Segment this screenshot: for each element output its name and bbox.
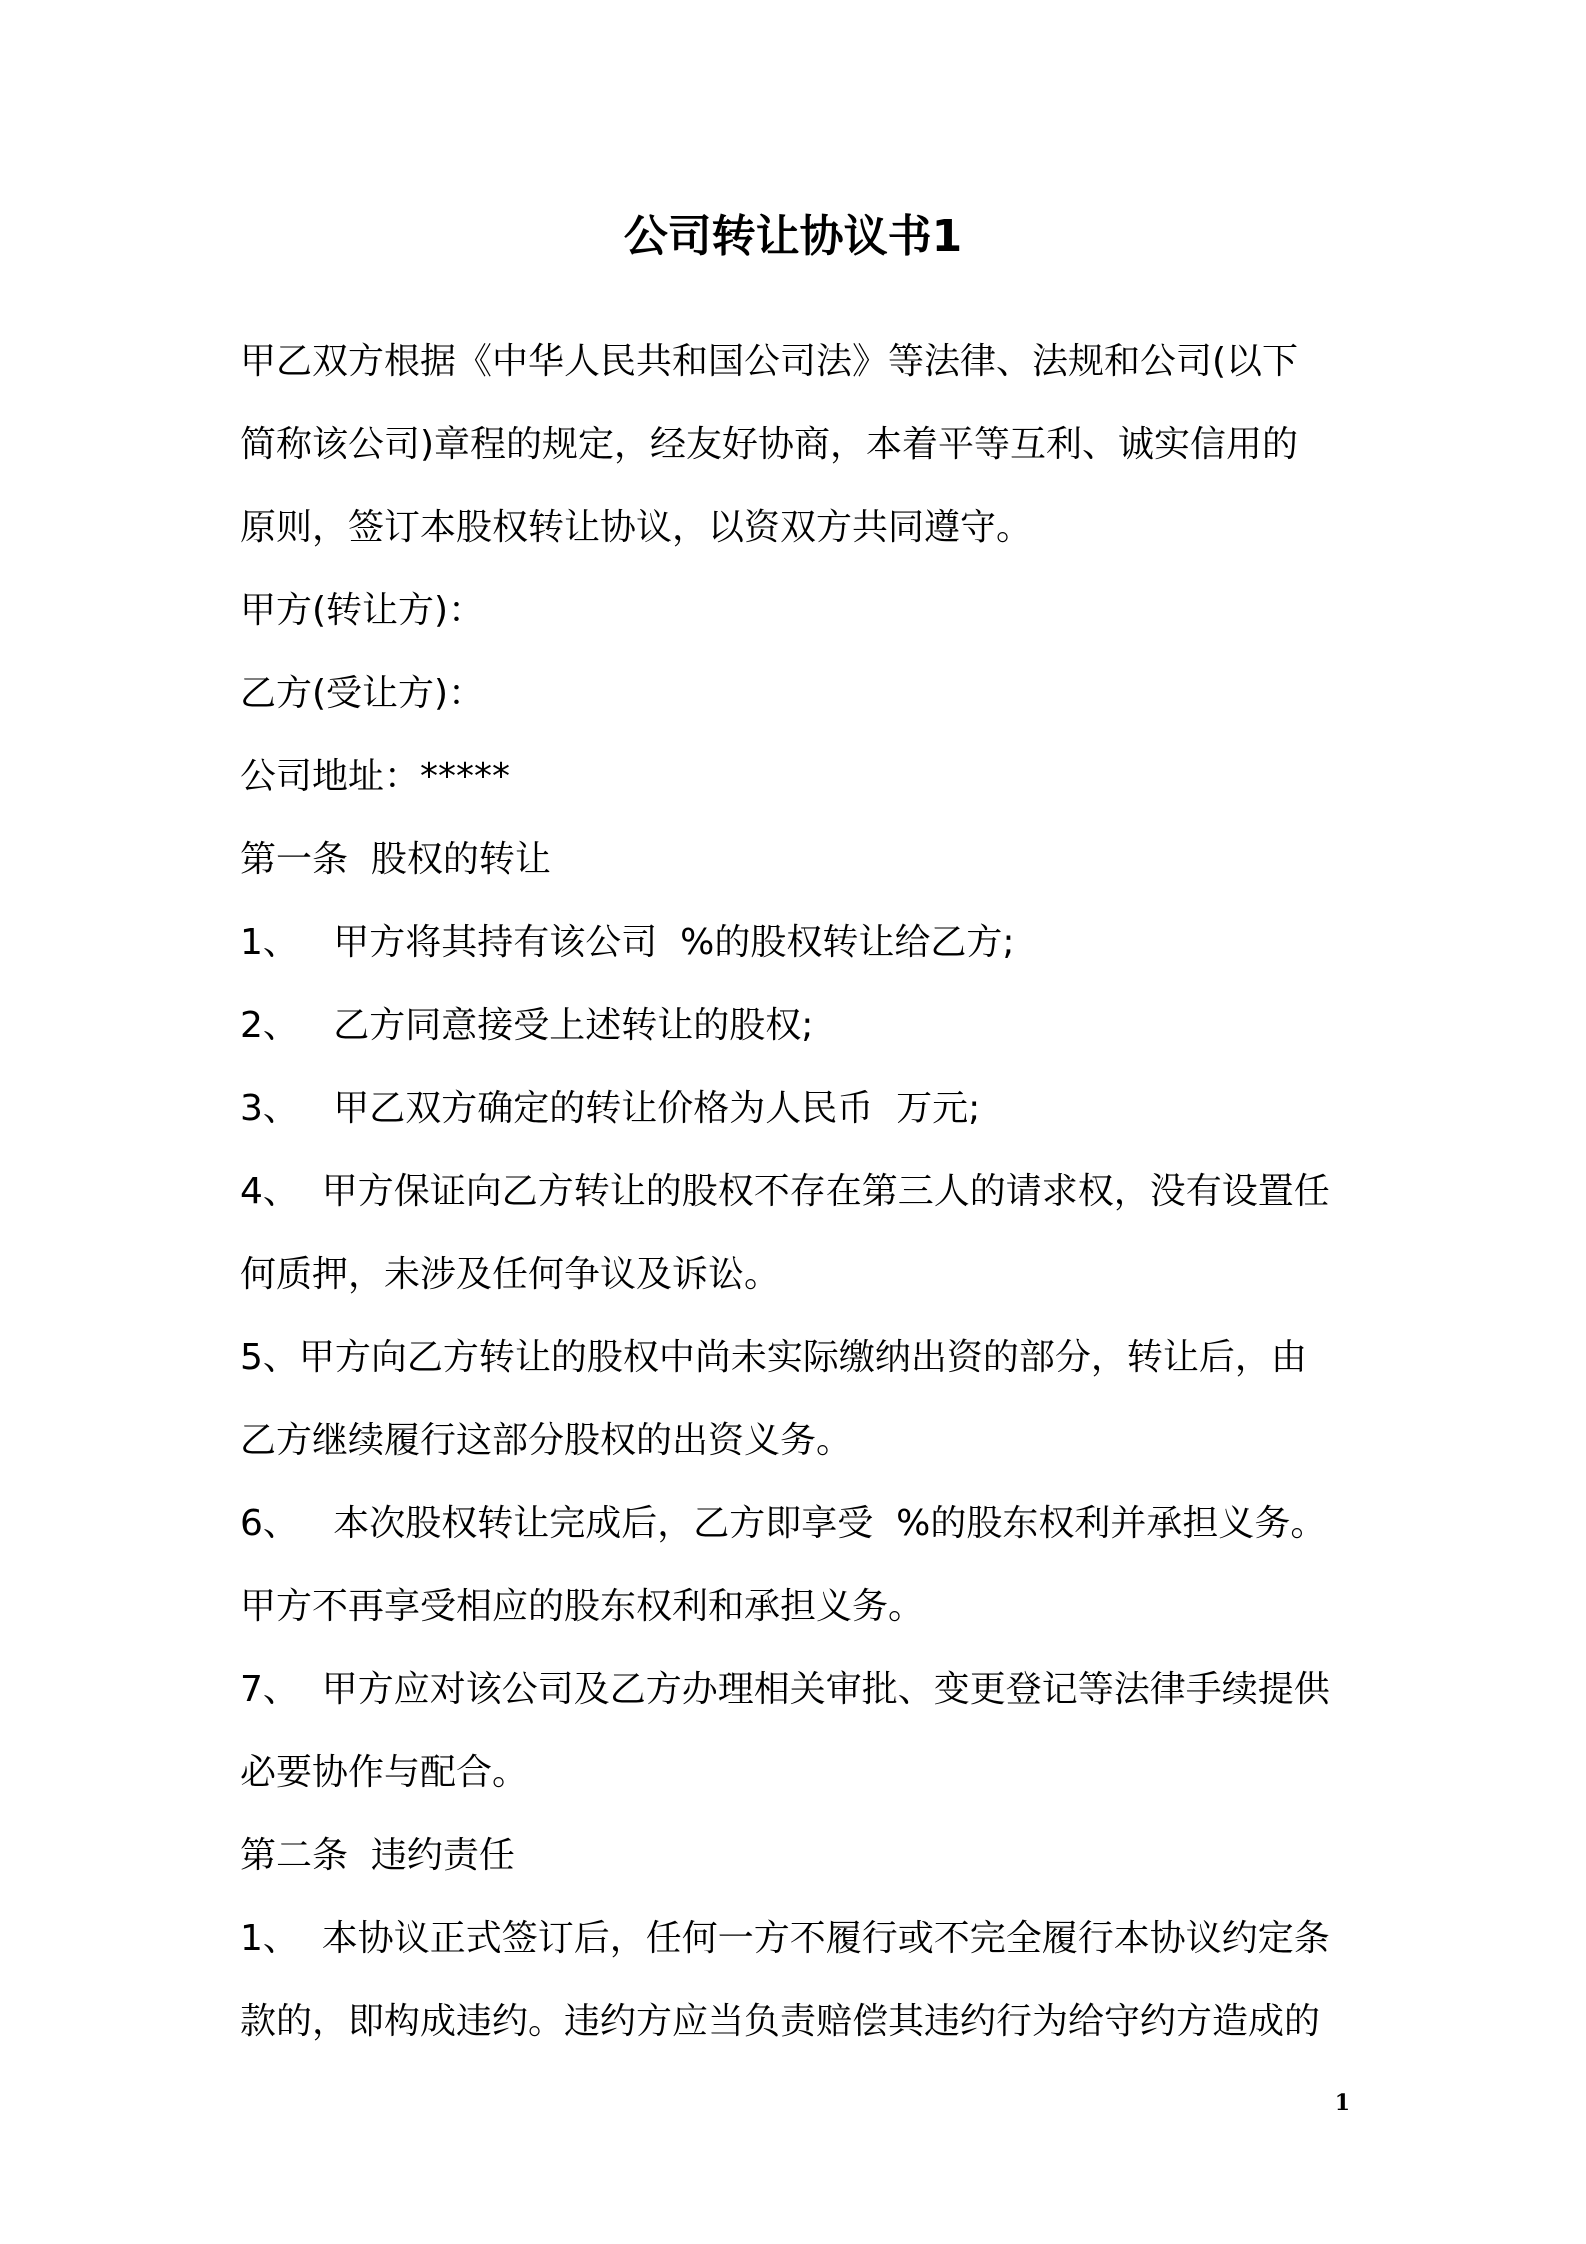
clause-line: 乙方继续履行这部分股权的出资义务。: [240, 1420, 853, 1461]
clause-line: 1、 本协议正式签订后，任何一方不履行或不完全履行本协议约定条: [240, 1918, 1330, 1959]
clause-line: 1、 甲方将其持有该公司 %的股权转让给乙方;: [240, 922, 1015, 963]
text-line: 甲乙双方根据《中华人民共和国公司法》等法律、法规和公司(以下: [240, 341, 1299, 382]
clause-line: 何质押，未涉及任何争议及诉讼。: [240, 1254, 781, 1295]
text-line: 原则，签订本股权转让协议，以资双方共同遵守。: [240, 507, 1033, 548]
clause-line: 4、 甲方保证向乙方转让的股权不存在第三人的请求权，没有设置任: [240, 1171, 1330, 1212]
clause-line: 2、 乙方同意接受上述转让的股权;: [240, 1005, 814, 1046]
clause-line: 3、 甲乙双方确定的转让价格为人民币 万元;: [240, 1088, 981, 1129]
clause-line: 5、甲方向乙方转让的股权中尚未实际缴纳出资的部分，转让后，由: [240, 1337, 1307, 1378]
party-a-line: 甲方(转让方)：: [240, 590, 485, 631]
document-body: [240, 320, 1360, 2063]
company-address-line: 公司地址：*****: [240, 756, 511, 797]
document-title: 公司转让协议书1: [623, 211, 963, 262]
text-line: 简称该公司)章程的规定，经友好协商，本着平等互利、诚实信用的: [240, 424, 1299, 465]
section-heading: 第一条 股权的转让: [240, 839, 551, 880]
party-b-line: 乙方(受让方)：: [240, 673, 485, 714]
clause-line: 必要协作与配合。: [240, 1752, 529, 1793]
clause-line: 甲方不再享受相应的股东权利和承担义务。: [240, 1586, 925, 1627]
clause-line: 7、 甲方应对该公司及乙方办理相关审批、变更登记等法律手续提供: [240, 1669, 1330, 1710]
clause-line: 6、 本次股权转让完成后，乙方即享受 %的股东权利并承担义务。: [240, 1503, 1327, 1544]
section-heading: 第二条 违约责任: [240, 1835, 515, 1876]
page-number: 1: [1334, 2090, 1350, 2116]
clause-line: 款的，即构成违约。违约方应当负责赔偿其违约行为给守约方造成的: [240, 2001, 1321, 2042]
